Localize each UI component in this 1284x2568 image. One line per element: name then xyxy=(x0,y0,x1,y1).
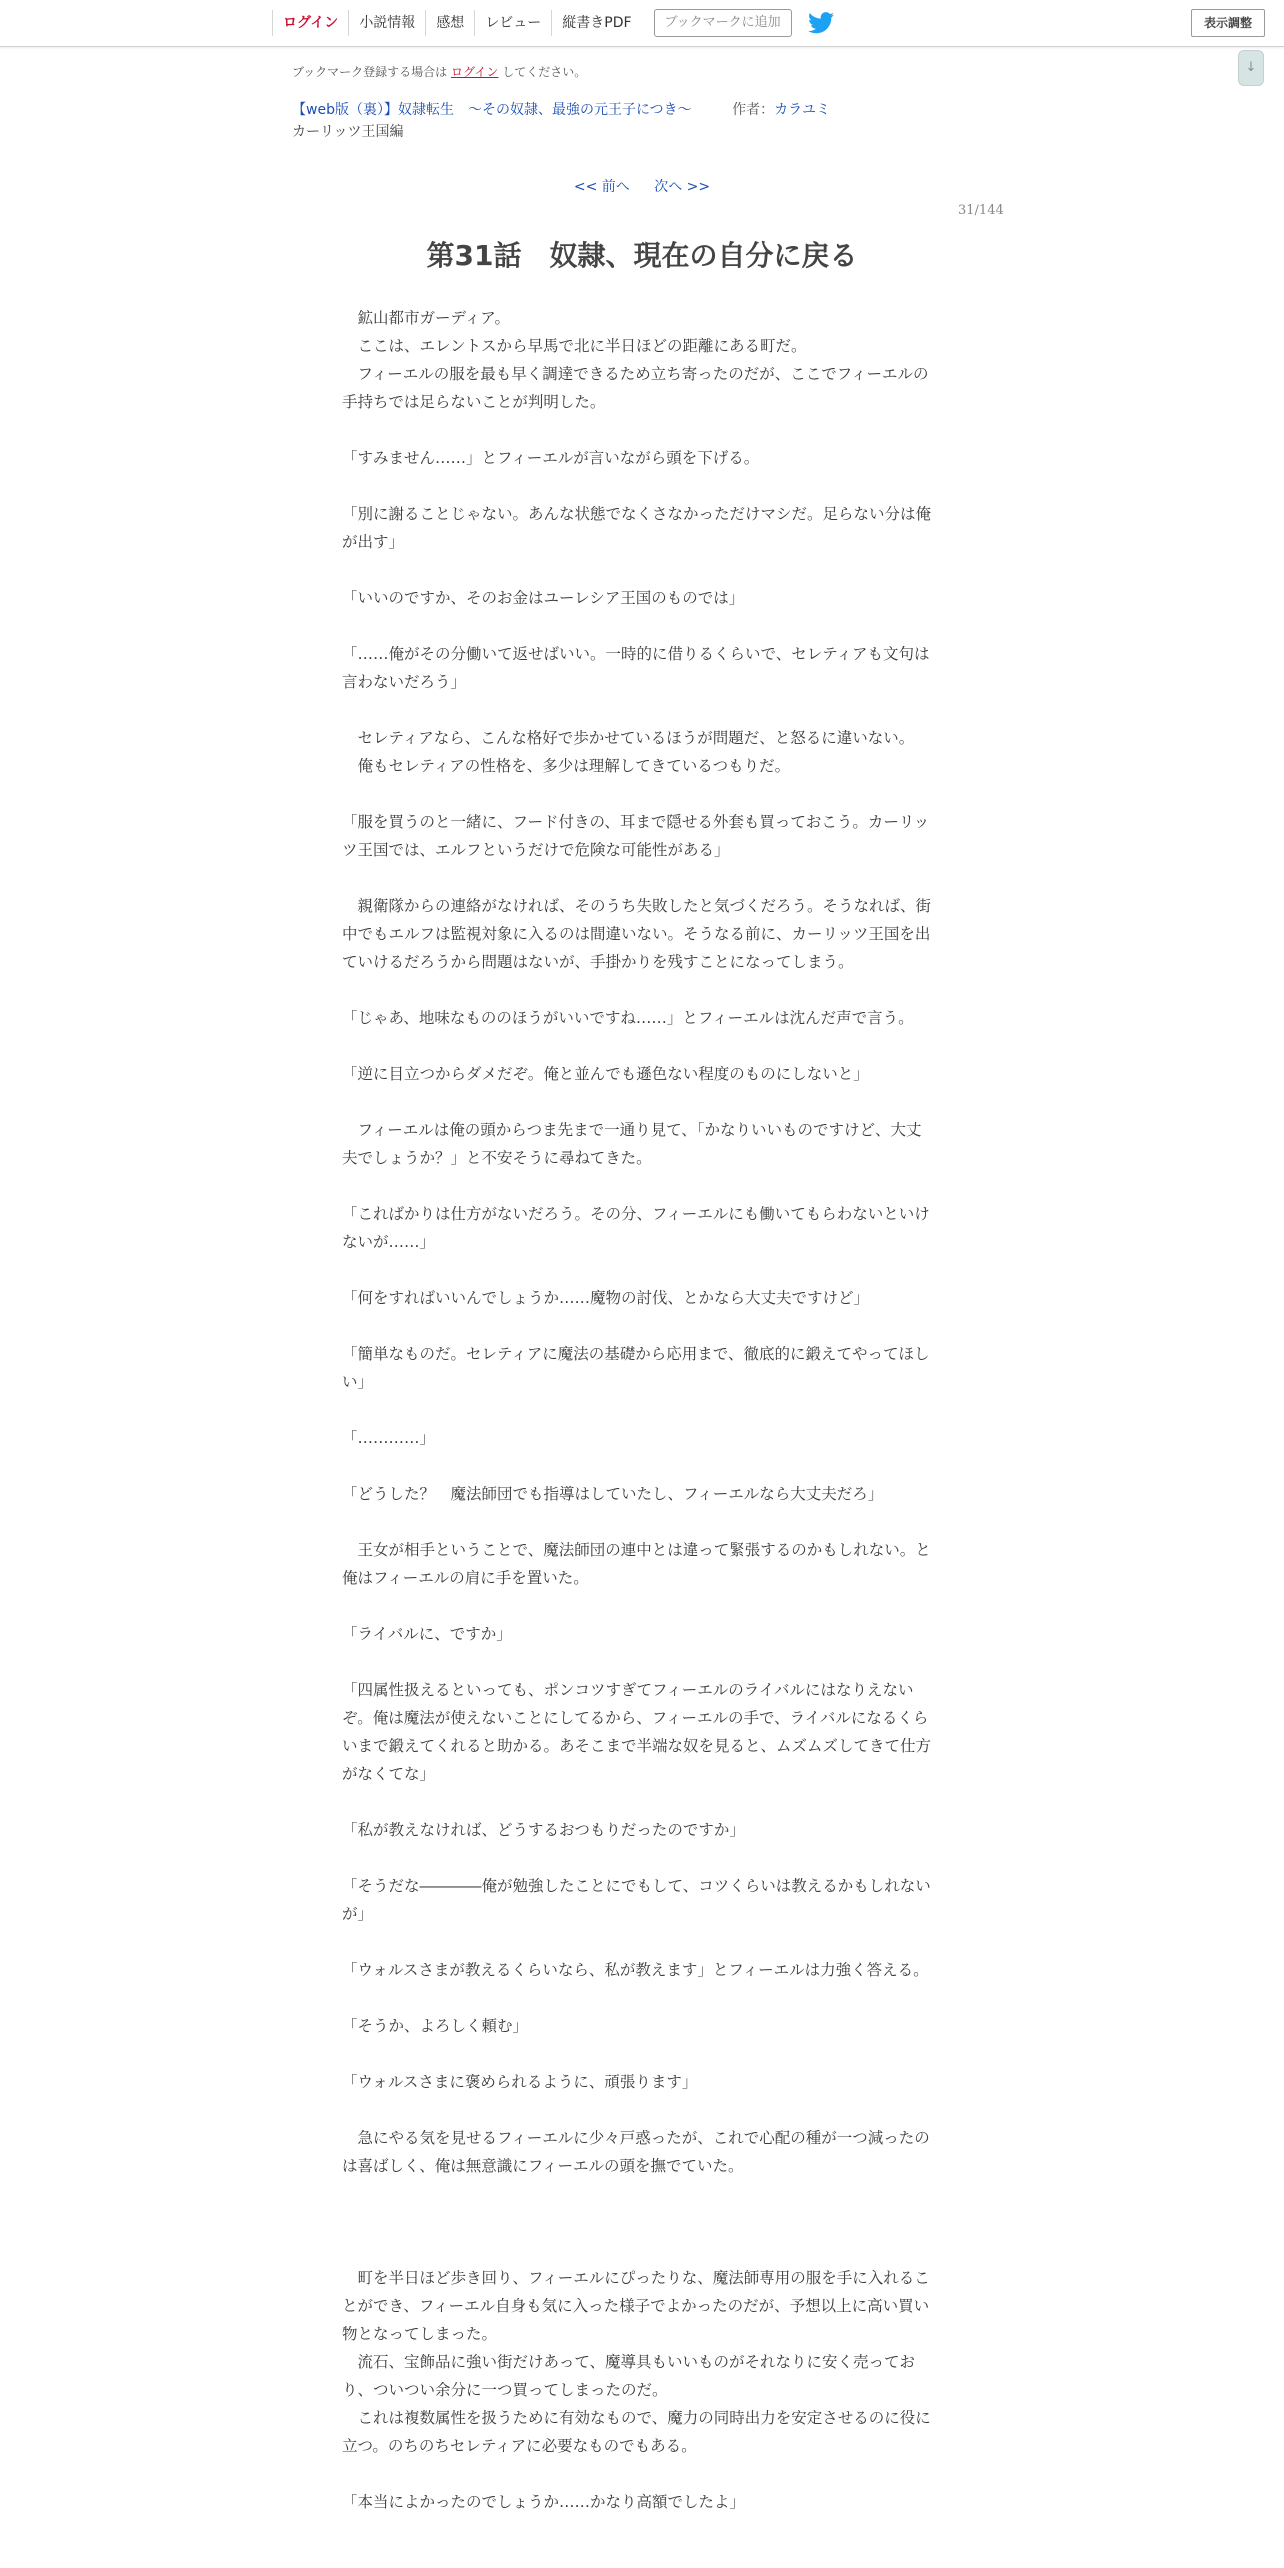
body-paragraph: 「私が教えなければ、どうするおつもりだったのですか」 xyxy=(342,1821,745,1839)
chapter-group-label: カーリッツ王国編 xyxy=(292,124,404,140)
blank-line xyxy=(342,1088,934,1116)
body-paragraph: 「別に謝ることじゃない。あんな状態でなくさなかっただけマシだ。足らない分は俺が出す」 xyxy=(342,505,932,551)
blank-line xyxy=(342,864,934,892)
author-label: 作者： xyxy=(732,102,775,118)
body-paragraph: 「どうした？ 魔法師団でも指導はしていたし、フィーエルなら大丈夫だろ」 xyxy=(342,1485,884,1503)
pager xyxy=(0,176,1284,196)
blank-line xyxy=(342,1592,934,1620)
body-paragraph: 「服を買うのと一緒に、フード付きの、耳まで隠せる外套も買っておこう。カーリッツ王国では、エルフというだけで危険な可能性がある」 xyxy=(342,813,930,859)
nav-login-link[interactable]: ログイン xyxy=(272,10,348,36)
blank-line xyxy=(342,2236,934,2264)
body-paragraph: これは複数属性を扱うために有効なもので、魔力の同時出力を安定させるのに役に立つ。のちのちセレティアに必要なものでもある。 xyxy=(342,2409,931,2455)
body-paragraph: 「ウォルスさまが教えるくらいなら、私が教えます」とフィーエルは力強く答える。 xyxy=(342,1961,929,1979)
nav-novel-info-link[interactable]: 小説情報 xyxy=(348,10,425,36)
blank-line xyxy=(342,1452,934,1480)
body-paragraph: 急にやる気を見せるフィーエルに少々戸惑ったが、これで心配の種が一つ減ったのは喜ばしく、俺は無意識にフィーエルの頭を撫でていた。 xyxy=(342,2129,930,2175)
blank-line xyxy=(342,1788,934,1816)
blank-line xyxy=(342,2040,934,2068)
top-navigation-bar xyxy=(0,0,1284,47)
add-bookmark-button[interactable]: ブックマークに追加 xyxy=(654,9,792,37)
blank-line xyxy=(342,1928,934,1956)
blank-line xyxy=(342,2208,934,2236)
blank-line xyxy=(342,1032,934,1060)
novel-info-line xyxy=(292,99,830,119)
blank-line xyxy=(342,1648,934,1676)
body-paragraph: セレティアなら、こんな格好で歩かせているほうが問題だ、と怒るに違いない。 xyxy=(357,729,915,747)
blank-line xyxy=(342,696,934,724)
body-paragraph: ここは、エレントスから早馬で北に半日ほどの距離にある町だ。 xyxy=(357,337,807,355)
body-paragraph: 「ウォルスさまに褒められるように、頑張ります」 xyxy=(342,2073,698,2091)
display-settings-button[interactable]: 表示調整 xyxy=(1191,9,1265,37)
blank-line xyxy=(342,780,934,808)
chapter-body xyxy=(342,304,934,2516)
nav-impressions-link[interactable]: 感想 xyxy=(425,10,474,36)
body-paragraph: 「そうだな――――俺が勉強したことにでもして、コツくらいは教えるかもしれないが」 xyxy=(342,1877,931,1923)
blank-line xyxy=(342,1508,934,1536)
nav-menu xyxy=(272,0,834,46)
chapter-title: 第31話 奴隷、現在の自分に戻る xyxy=(426,239,858,272)
blank-line xyxy=(342,612,934,640)
prev-page-link[interactable]: << 前へ xyxy=(573,179,630,195)
body-paragraph: 「そうか、よろしく頼む」 xyxy=(342,2017,529,2035)
body-paragraph: 「いいのですか、そのお金はユーレシア王国のものでは」 xyxy=(342,589,745,607)
body-paragraph: 「…………」 xyxy=(342,1429,436,1447)
body-paragraph: 「すみません……」とフィーエルが言いながら頭を下げる。 xyxy=(342,449,760,467)
blank-line xyxy=(342,1312,934,1340)
nav-review-link[interactable]: レビュー xyxy=(474,10,551,36)
novel-title-link[interactable]: 【web版（裏）】奴隷転生 ～その奴隷、最強の元王子につき～ xyxy=(292,102,692,118)
blank-line xyxy=(342,472,934,500)
body-paragraph: 俺もセレティアの性格を、多少は理解してきているつもりだ。 xyxy=(357,757,791,775)
body-paragraph: 「四属性扱えるといっても、ポンコツすぎてフィーエルのライバルにはなりえないぞ。俺は魔法が使えないことにしてるから、フィーエルの手で、ライバルになるくらいまで鍛えてくれると助かる。あそこまで半端な奴を見ると、ムズムズしてきて仕方がなくてな」 xyxy=(342,1681,932,1783)
twitter-share-icon[interactable] xyxy=(808,12,834,34)
nav-vertical-pdf-link[interactable]: 縦書きPDF xyxy=(551,10,641,36)
blank-line xyxy=(342,1256,934,1284)
blank-line xyxy=(342,2180,934,2208)
blank-line xyxy=(342,556,934,584)
body-paragraph: 「……俺がその分働いて返せばいい。一時的に借りるくらいで、セレティアも文句は言わないだろう」 xyxy=(342,645,930,691)
blank-line xyxy=(342,1844,934,1872)
blank-line xyxy=(342,2096,934,2124)
body-paragraph: 「簡単なものだ。セレティアに魔法の基礎から応用まで、徹底的に鍛えてやってほしい」 xyxy=(342,1345,930,1391)
blank-line xyxy=(342,1396,934,1424)
blank-line xyxy=(342,976,934,1004)
body-paragraph: 「こればかりは仕方がないだろう。その分、フィーエルにも働いてもらわないといけないが……」 xyxy=(342,1205,930,1251)
body-paragraph: 親衛隊からの連絡がなければ、そのうち失敗したと気づくだろう。そうなれば、街中でもエルフは監視対象に入るのは間違いない。そうなる前に、カーリッツ王国を出ていけるだろうから問題はないが、手掛かりを残すことになってしまう。 xyxy=(342,897,932,971)
twitter-bird-icon xyxy=(808,12,834,34)
author-link[interactable]: カラユミ xyxy=(774,102,831,118)
bookmark-note-before: ブックマーク登録する場合は xyxy=(292,65,448,79)
body-paragraph: 「何をすればいいんでしょうか……魔物の討伐、とかなら大丈夫ですけど」 xyxy=(342,1289,870,1307)
body-paragraph: フィーエルの服を最も早く調達できるため立ち寄ったのだが、ここでフィーエルの手持ちでは足らないことが判明した。 xyxy=(342,365,929,411)
blank-line xyxy=(342,2460,934,2488)
body-paragraph: 流石、宝飾品に強い街だけあって、魔導具もいいものがそれなりに安く売っており、ついつい余分に一つ買ってしまったのだ。 xyxy=(342,2353,916,2399)
body-paragraph: 町を半日ほど歩き回り、フィーエルにぴったりな、魔法師専用の服を手に入れることができ、フィーエル自身も気に入った様子でよかったのだが、予想以上に高い買い物となってしまった。 xyxy=(342,2269,930,2343)
bookmark-note-after: してください。 xyxy=(502,65,587,79)
body-paragraph: フィーエルは俺の頭からつま先まで一通り見て、「かなりいいものですけど、大丈夫でしょうか？」と不安そうに尋ねてきた。 xyxy=(342,1121,922,1167)
scroll-down-tab[interactable]: ↓ xyxy=(1238,50,1264,86)
body-paragraph: 王女が相手ということで、魔法師団の連中とは違って緊張するのかもしれない。と俺はフィーエルの肩に手を置いた。 xyxy=(342,1541,931,1587)
blank-line xyxy=(342,1172,934,1200)
blank-line xyxy=(342,1984,934,2012)
next-page-link[interactable]: 次へ >> xyxy=(654,179,711,195)
bookmark-note-login-link[interactable]: ログイン xyxy=(451,65,499,79)
body-paragraph: 鉱山都市ガーディア。 xyxy=(357,309,511,327)
bookmark-login-note xyxy=(292,63,586,80)
body-paragraph: 「ライバルに、ですか」 xyxy=(342,1625,512,1643)
body-paragraph: 「逆に目立つからダメだぞ。俺と並んでも遜色ない程度のものにしないと」 xyxy=(342,1065,869,1083)
blank-line xyxy=(342,416,934,444)
page-number: 31/144 xyxy=(958,203,1004,218)
body-paragraph: 「じゃあ、地味なもののほうがいいですね……」とフィーエルは沈んだ声で言う。 xyxy=(342,1009,914,1027)
body-paragraph: 「本当によかったのでしょうか……かなり高額でしたよ」 xyxy=(342,2493,746,2511)
